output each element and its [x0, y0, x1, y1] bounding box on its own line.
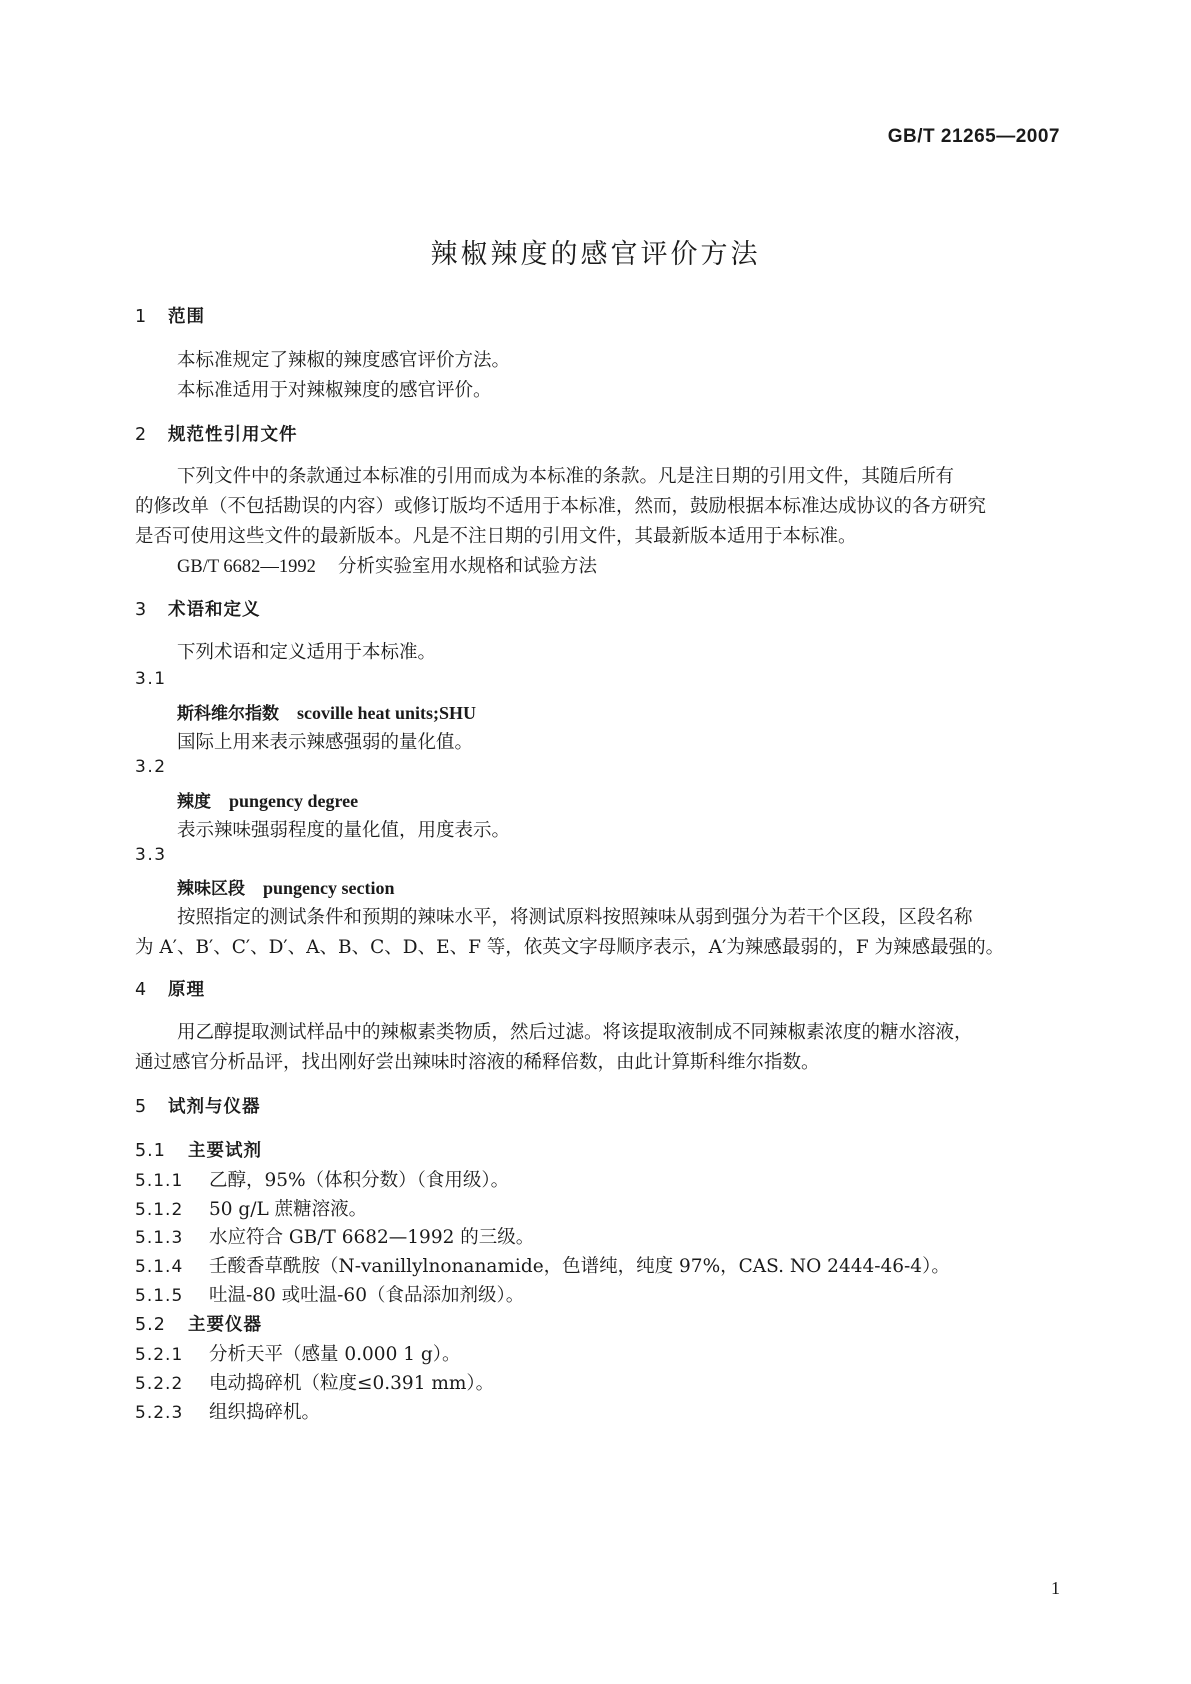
section-title: 原理 [168, 980, 205, 1000]
section-number: 3 [135, 600, 148, 620]
clause-text: 壬酸香草酰胺（N-vanillylnonanamide，色谱纯，纯度 97%，CAS. NO 2444-46-4）。 [209, 1256, 950, 1277]
reagent-item [135, 1166, 509, 1192]
clause-number: 5.2.3 [135, 1403, 184, 1423]
clause-text: 水应符合 GB/T 6682—1992 的三级。 [209, 1227, 535, 1248]
clause-text: 吐温-80 或吐温-60（食品添加剂级）。 [209, 1285, 525, 1306]
reagent-item [135, 1281, 524, 1307]
clause-number: 5.1.2 [135, 1200, 184, 1220]
subsection-title: 主要仪器 [188, 1315, 262, 1335]
normative-reference [177, 552, 597, 578]
standard-number: GB/T 21265—2007 [887, 126, 1060, 147]
section-title: 术语和定义 [168, 600, 261, 620]
reference-title: 分析实验室用水规格和试验方法 [337, 556, 597, 577]
reagent-item [135, 1252, 950, 1278]
reagent-item [135, 1223, 534, 1249]
section-2-heading [135, 421, 298, 446]
term-definition: 按照指定的测试条件和预期的辣味水平，将测试原料按照辣味从弱到强分为若干个区段，区段名称 [177, 907, 973, 928]
instrument-item [135, 1340, 460, 1366]
clause-number: 5.2.1 [135, 1345, 184, 1365]
clause-number: 5.2.2 [135, 1374, 184, 1394]
term-entry [177, 787, 358, 812]
subsection-5-2-heading [135, 1311, 262, 1336]
paragraph-line: 下列文件中的条款通过本标准的引用而成为本标准的条款。凡是注日期的引用文件，其随后所有 [177, 466, 955, 487]
clause-text: 乙醇，95%（体积分数）（食用级）。 [209, 1170, 510, 1191]
term-number: 3.3 [135, 845, 167, 865]
page-number: 1 [1051, 1578, 1060, 1598]
clause-number: 5.1.3 [135, 1228, 184, 1248]
section-3-heading [135, 596, 261, 621]
section-number: 2 [135, 425, 148, 445]
reference-code: GB/T 6682—1992 [177, 557, 316, 577]
term-zh: 斯科维尔指数 [177, 704, 279, 724]
instrument-item [135, 1369, 494, 1395]
term-en: pungency section [263, 878, 395, 898]
paragraph: 下列术语和定义适用于本标准。 [177, 642, 437, 663]
term-en: pungency degree [229, 791, 359, 811]
paragraph: 本标准规定了辣椒的辣度感官评价方法。 [177, 350, 511, 371]
paragraph-line: 是否可使用这些文件的最新版本。凡是不注日期的引用文件，其最新版本适用于本标准。 [135, 526, 857, 547]
term-number: 3.2 [135, 757, 167, 777]
clause-text: 50 g/L 蔗糖溶液。 [209, 1199, 368, 1220]
term-zh: 辣味区段 [177, 879, 245, 899]
section-number: 1 [135, 307, 148, 327]
paragraph-line: 用乙醇提取测试样品中的辣椒素类物质，然后过滤。将该提取液制成不同辣椒素浓度的糖水溶液， [177, 1022, 973, 1043]
term-entry [177, 699, 476, 724]
subsection-5-1-heading [135, 1137, 262, 1162]
section-title: 范围 [168, 307, 205, 327]
term-en: scoville heat units;SHU [297, 703, 477, 723]
document-title: 辣椒辣度的感官评价方法 [430, 239, 761, 270]
term-definition: 为 A′、B′、C′、D′、A、B、C、D、E、F 等，依英文字母顺序表示，A′为辣感最弱的，F 为辣感最强的。 [135, 937, 1005, 958]
section-title: 试剂与仪器 [168, 1097, 261, 1117]
term-zh: 辣度 [177, 792, 211, 812]
section-1-heading [135, 303, 205, 328]
term-definition: 表示辣味强弱程度的量化值，用度表示。 [177, 820, 511, 841]
section-number: 4 [135, 980, 148, 1000]
clause-number: 5.1.4 [135, 1257, 184, 1277]
section-5-heading [135, 1093, 261, 1118]
clause-text: 分析天平（感量 0.000 1 g）。 [209, 1344, 461, 1365]
clause-number: 5.1.5 [135, 1286, 184, 1306]
section-title: 规范性引用文件 [168, 425, 298, 445]
subsection-title: 主要试剂 [188, 1141, 262, 1161]
paragraph-line: 的修改单（不包括勘误的内容）或修订版均不适用于本标准，然而，鼓励根据本标准达成协议的各方研究 [135, 496, 987, 517]
term-definition: 国际上用来表示辣感强弱的量化值。 [177, 732, 474, 753]
section-4-heading [135, 976, 205, 1001]
section-number: 5 [135, 1097, 148, 1117]
term-number: 3.1 [135, 669, 167, 689]
clause-text: 电动捣碎机（粒度≤0.391 mm）。 [209, 1373, 495, 1394]
subsection-number: 5.2 [135, 1315, 166, 1335]
subsection-number: 5.1 [135, 1141, 166, 1161]
reagent-item [135, 1195, 367, 1221]
paragraph: 本标准适用于对辣椒辣度的感官评价。 [177, 380, 492, 401]
paragraph-line: 通过感官分析品评，找出刚好尝出辣味时溶液的稀释倍数，由此计算斯科维尔指数。 [135, 1052, 820, 1073]
clause-number: 5.1.1 [135, 1171, 184, 1191]
instrument-item [135, 1398, 320, 1424]
clause-text: 组织捣碎机。 [209, 1402, 321, 1423]
term-entry [177, 874, 395, 899]
